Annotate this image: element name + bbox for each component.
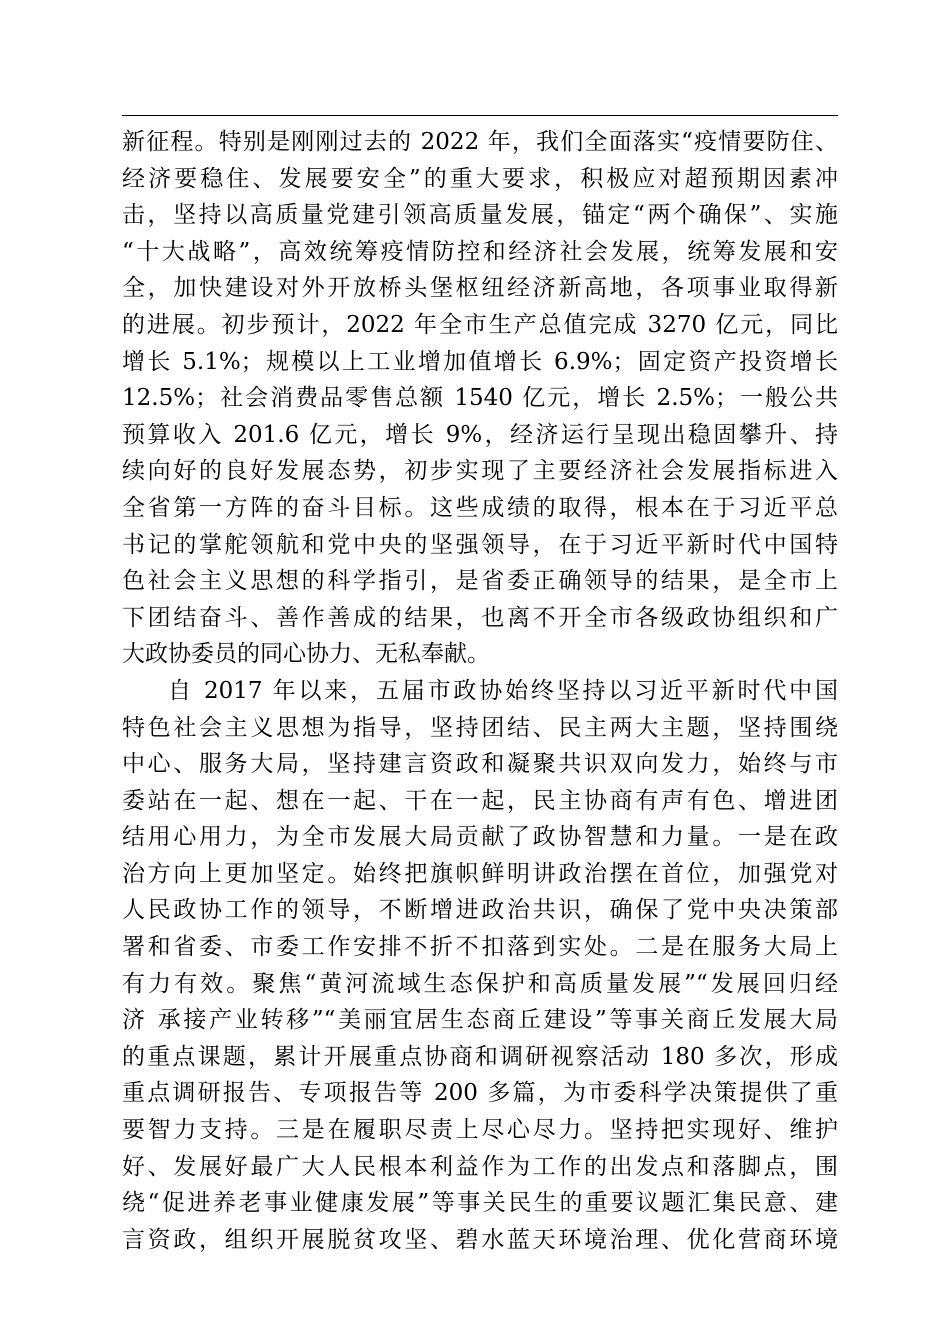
text-line: 重点调研报告、专项报告等 200 多篇，为市委科学决策提供了重 [122,1080,838,1107]
text-line: 委站在一起、想在一起、干在一起，民主协商有声有色、增进团 [122,787,838,814]
text-line: 中心、服务大局，坚持建言资政和凝聚共识双向发力，始终与市 [122,751,838,778]
text-line: 书记的掌舵领航和党中央的坚强领导，在于习近平新时代中国特 [122,531,838,558]
text-line: 下团结奋斗、善作善成的结果，也离不开全市各级政协组织和广 [122,604,838,631]
text-line: 续向好的良好发展态势，初步实现了主要经济社会发展指标进入 [122,458,838,485]
paragraph-1 [122,124,838,673]
text-line: 署和省委、市委工作安排不折不扣落到实处。二是在服务大局上 [122,934,838,961]
text-line: 新征程。特别是刚刚过去的 2022 年，我们全面落实“疫情要防住、 [122,129,838,155]
text-line: 全省第一方阵的奋斗目标。这些成绩的取得，根本在于习近平总 [122,494,838,521]
text-line: 绕“促进养老事业健康发展”等事关民生的重要议题汇集民意、建 [122,1190,838,1217]
text-line: 全，加快建设对外开放桥头堡枢纽经济新高地，各项事业取得新 [122,275,838,302]
text-line: 治方向上更加坚定。始终把旗帜鲜明讲政治摆在首位，加强党对 [122,860,838,887]
text-line: 要智力支持。三是在履职尽责上尽心尽力。坚持把实现好、维护 [122,1117,838,1144]
text-line: 色社会主义思想的科学指引，是省委正确领导的结果，是全市上 [122,568,838,595]
text-line: 经济要稳住、发展要安全”的重大要求，积极应对超预期因素冲 [122,165,838,192]
text-line: 济 承接产业转移”“美丽宜居生态商丘建设”等事关商丘发展大局 [122,1007,838,1034]
text-line: 击，坚持以高质量党建引领高质量发展，锚定“两个确保”、实施 [122,202,838,229]
text-line: 大政协委员的同心协力、无私奉献。 [122,641,490,668]
text-line: 预算收入 201.6 亿元，增长 9%，经济运行呈现出稳固攀升、持 [122,421,838,448]
text-line: 好、发展好最广大人民根本利益作为工作的出发点和落脚点，围 [122,1153,838,1180]
paragraph-2 [122,673,838,1259]
text-line: 人民政协工作的领导，不断增进政治共识，确保了党中央决策部 [122,897,838,924]
text-line: 的进展。初步预计，2022 年全市生产总值完成 3270 亿元，同比 [122,311,838,338]
header-rule [122,115,838,116]
text-line: 自 2017 年以来，五届市政协始终坚持以习近平新时代中国 [168,677,838,704]
text-line: 增长 5.1%；规模以上工业增加值增长 6.9%；固定资产投资增长 [122,348,838,375]
text-line: 特色社会主义思想为指导，坚持团结、民主两大主题，坚持围绕 [122,714,838,741]
body-text [122,124,838,1258]
text-line: 12.5%；社会消费品零售总额 1540 亿元，增长 2.5%；一般公共 [122,385,838,412]
text-line: 结用心用力，为全市发展大局贡献了政协智慧和力量。一是在政 [122,824,838,851]
text-line: 的重点课题，累计开展重点协商和调研视察活动 180 多次，形成 [122,1043,838,1070]
text-line: “十大战略”，高效统筹疫情防控和经济社会发展，统筹发展和安 [122,238,838,265]
text-line: 言资政，组织开展脱贫攻坚、碧水蓝天环境治理、优化营商环境 [122,1226,838,1253]
text-line: 有力有效。聚焦“黄河流域生态保护和高质量发展”“发展回归经 [122,970,838,997]
